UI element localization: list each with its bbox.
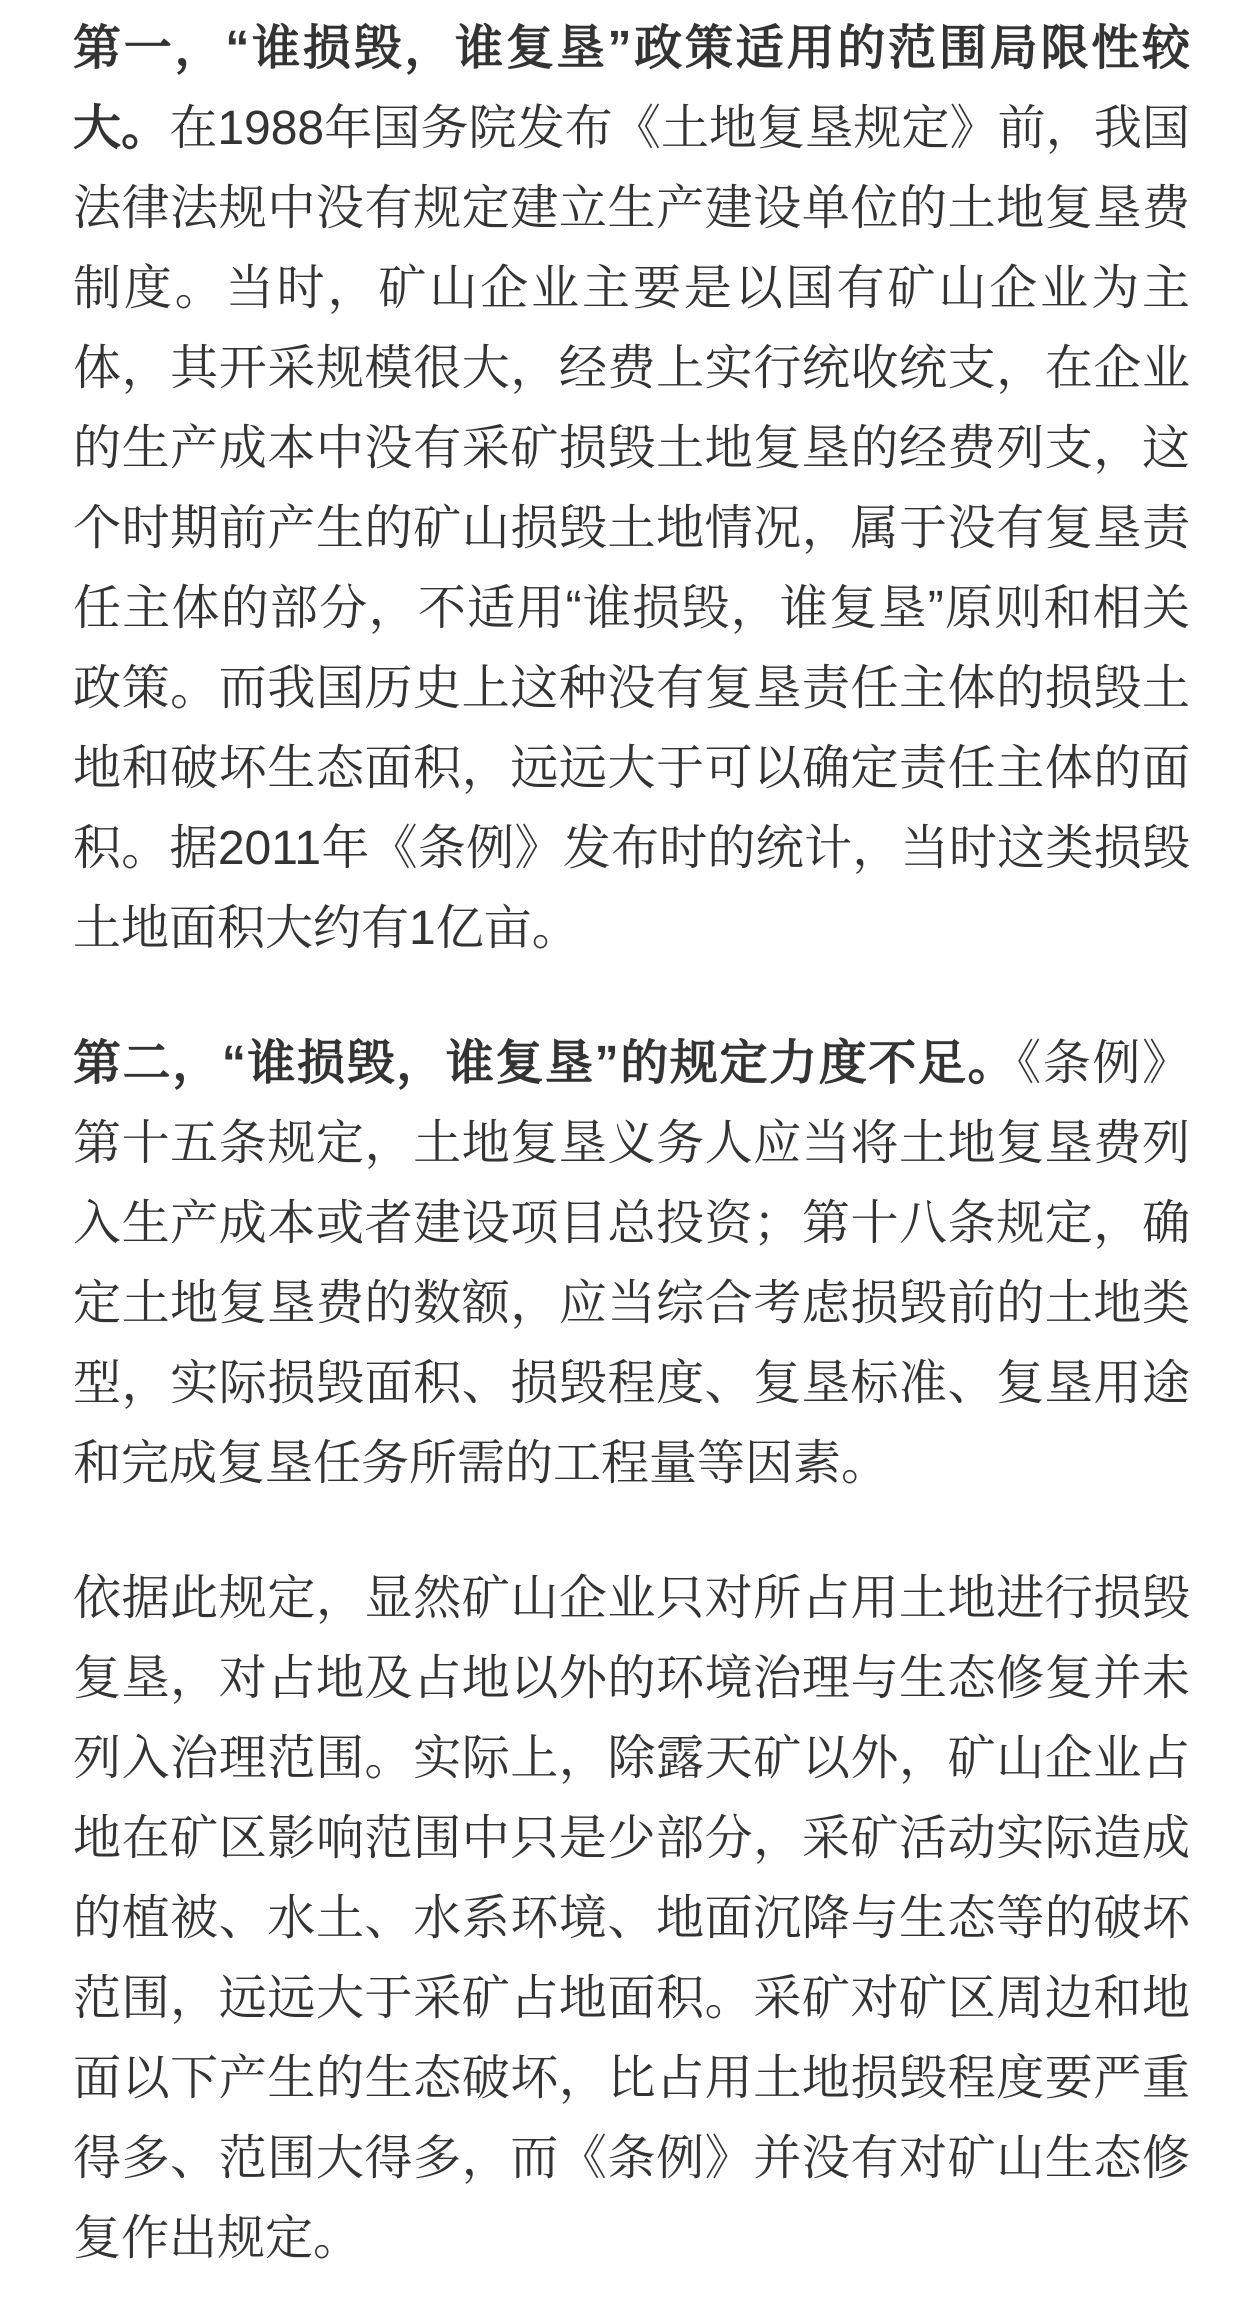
paragraph-2-bold-lead: 第二，“谁损毁，谁复垦”的规定力度不足。: [73, 1037, 1018, 1090]
paragraph-2-text: 《条例》第十五条规定，土地复垦义务人应当将土地复垦费列入生产成本或者建设项目总投资；第十八条规定，确定土地复垦费的数额，应当综合考虑损毁前的土地类型，实际损毁面积、损毁程度、复垦标准、复垦用途和完成复垦任务所需的工程量等因素。: [73, 1037, 1190, 1490]
paragraph-3: [73, 1559, 1190, 2279]
paragraph-2: [73, 1024, 1190, 1504]
paragraph-1-bold-lead: 第一，“谁损毁，谁复垦”政策适用的范围局限性较大。: [73, 22, 1190, 155]
paragraph-1: [73, 9, 1190, 969]
paragraph-3-text: 依据此规定，显然矿山企业只对所占用土地进行损毁复垦，对占地及占地以外的环境治理与生态修复并未列入治理范围。实际上，除露天矿以外，矿山企业占地在矿区影响范围中只是少部分，采矿活动实际造成的植被、水土、水系环境、地面沉降与生态等的破坏范围，远远大于采矿占地面积。采矿对矿区周边和地面以下产生的生态破坏，比占用土地损毁程度要严重得多、范围大得多，而《条例》并没有对矿山生态修复作出规定。: [73, 1572, 1190, 2265]
paragraph-1-text: 在1988年国务院发布《土地复垦规定》前，我国法律法规中没有规定建立生产建设单位的土地复垦费制度。当时，矿山企业主要是以国有矿山企业为主体，其开采规模很大，经费上实行统收统支，在企业的生产成本中没有采矿损毁土地复垦的经费列支，这个时期前产生的矿山损毁土地情况，属于没有复垦责任主体的部分，不适用“谁损毁，谁复垦”原则和相关政策。而我国历史上这种没有复垦责任主体的损毁土地和破坏生态面积，远远大于可以确定责任主体的面积。据2011年《条例》发布时的统计，当时这类损毁土地面积大约有1亿亩。: [73, 102, 1190, 955]
